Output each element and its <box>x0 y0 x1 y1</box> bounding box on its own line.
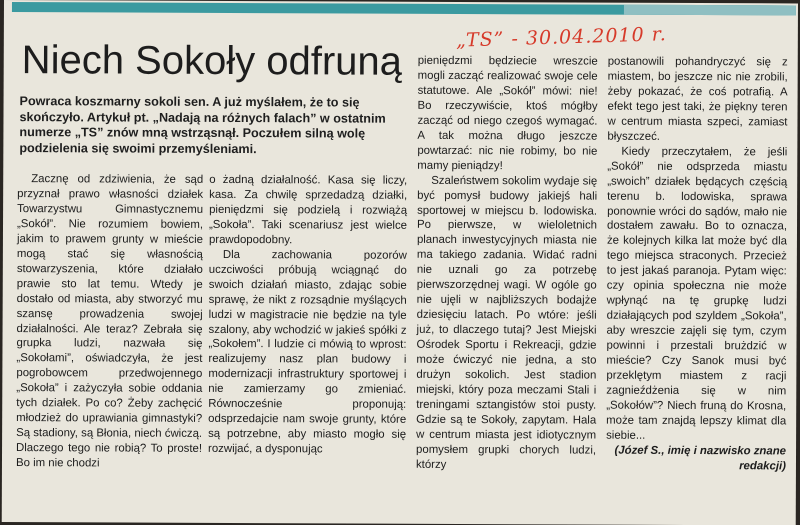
column-3-paragraph-1: pieniędzmi będziecie wreszcie mogli zacząć realizować swoje cele statutowe. Ale „Sokół” mówi: nie! Bo rzeczywiście, ktoś mógłby zacząć od niego czegoś wymagać. A tak można długo jeszcze powtarzać: nic nie robimy, bo nie mamy pieniądzy! <box>417 54 598 172</box>
column-3 <box>416 54 598 473</box>
article-title: Niech Sokoły odfruną <box>21 38 403 84</box>
handwritten-date-note: „TS” - 30.04.2010 r. <box>455 23 668 52</box>
column-3-paragraph-2: Szaleństwem sokolim wydaje się być pomysł budowy jakiejś hali sportowej w miejscu b. lodowiska. Po pierwsze, w wieloletnich planach inwestycyjnych miasta nie ma takiego zadania. Widać radni nie uznali go za potrzebę pierwszorzędnej wagi. W ogóle go nie ujęli w najbliższych bodajże dziesięciu latach. Po wtóre: jeśli już, to dlaczego tutaj? Jest Miejski Ośrodek Sportu i Rekreacji, gdzie może ćwiczyć nie jedna, a sto drużyn sokolich. Jest stadion miejski, który poza meczami Stali i treningami sztangistów stoi pusty. Gdzie są te Sokoły, zapytam. Hala w centrum miasta jest idiotycznym pomysłem grupki chorych ludzi, którzy <box>415 174 598 471</box>
article-signature: (Józef S., imię i nazwisko znane redakcji) <box>614 444 787 473</box>
column-4-paragraph-1: postanowili pohandryczyć się z miastem, bo jeszcze nic nie zrobili, żeby pokazać, że coś potrafią. A efekt tego jest taki, że piękny teren w centrum miasta szpeci, zamiast błyszczeć. <box>607 55 788 143</box>
column-1 <box>16 172 203 472</box>
column-2 <box>208 173 407 458</box>
column-2-paragraph-1: o żadną działalność. Kasa się liczy, kasa. Za chwilę sprzedadzą działki, pieniędzmi się podzielą i rozwiążą „Sokoła”. Taki scenariusz jest wielce prawdopodobny. <box>208 173 408 247</box>
article-lead: Powraca koszmarny sokoli sen. A już myślałem, że to się skończyło. Artykuł pt. „Nadają na różnych falach” w ostatnim numerze „TS” znów mną wstrząsnął. Poczułem silną wolę podzielenia się swoimi przemyśleniami. <box>19 94 386 156</box>
column-4 <box>606 55 788 474</box>
newspaper-clipping <box>2 0 798 525</box>
header-color-bar-right <box>624 5 796 16</box>
column-2-paragraph-2: Dla zachowania pozorów uczciwości próbują wciągnąć do swoich działań miasto, zdając sobie sprawę, że nikt z rozsądnie myślących ludzi w magistracie nie będzie na tyle szalony, aby wchodzić w jakieś spółki z „Sokołem”. I ludzie ci mówią to wprost: realizujemy nasz plan budowy i modernizacji infrastruktury sportowej i nie zamierzamy go zmieniać. Równocześnie proponują: odsprzedajcie nam swoje grunty, które są potrzebne, aby miasto mogło się rozwijać, a dysponując <box>208 248 407 456</box>
column-4-paragraph-2: Kiedy przeczytałem, że jeśli „Sokół” nie odsprzeda miastu „swoich” działek będących częścią terenu b. lodowiska, sprawa ponownie wróci do sądów, mało nie dostałem zawału. Bo to oznacza, że kolejnych kilka lat może być dla tego miejsca straconych. Przecież to jest jakaś paranoja. Pytam więc: czy opinia społeczna nie może wpłynąć na tę grupkę ludzi działających pod szyldem „Sokoła”, aby wreszcie zajęli się tym, czym powinni i przestali brużdzić w mieście? Czy Sanok musi być przeklętym miastem z racji zagnieźdżenia się w nim „Sokołów”? Niech fruną do Krosna, może tam znajdą lepszy klimat dla siebie... <box>606 145 788 442</box>
column-1-text: Zacznę od zdziwienia, że sąd przyznał prawo własności działek Towarzystwu Gimnastycznemu „Sokół”. Nie rozumiem bowiem, jakim to prawem grunty w mieście mogą stać się własnością stowarzyszenia, które działało prawie sto lat temu. Wtedy je dostało od miasta, aby stworzyć mu szansę prowadzenia swojej działalności. Ale teraz? Zebrała się grupka ludzi, nazwała się „Sokołami”, oświadczyła, że jest pogrobowcem przedwojennego „Sokoła” i zażyczyła sobie oddania tych działek. Po co? Żeby zachęcić młodzież do uprawiania gimnastyki? Są stadiony, są Błonia, niech ćwiczą. Dlaczego tego nie robią? To proste! Bo im nie chodzi <box>15 173 204 470</box>
